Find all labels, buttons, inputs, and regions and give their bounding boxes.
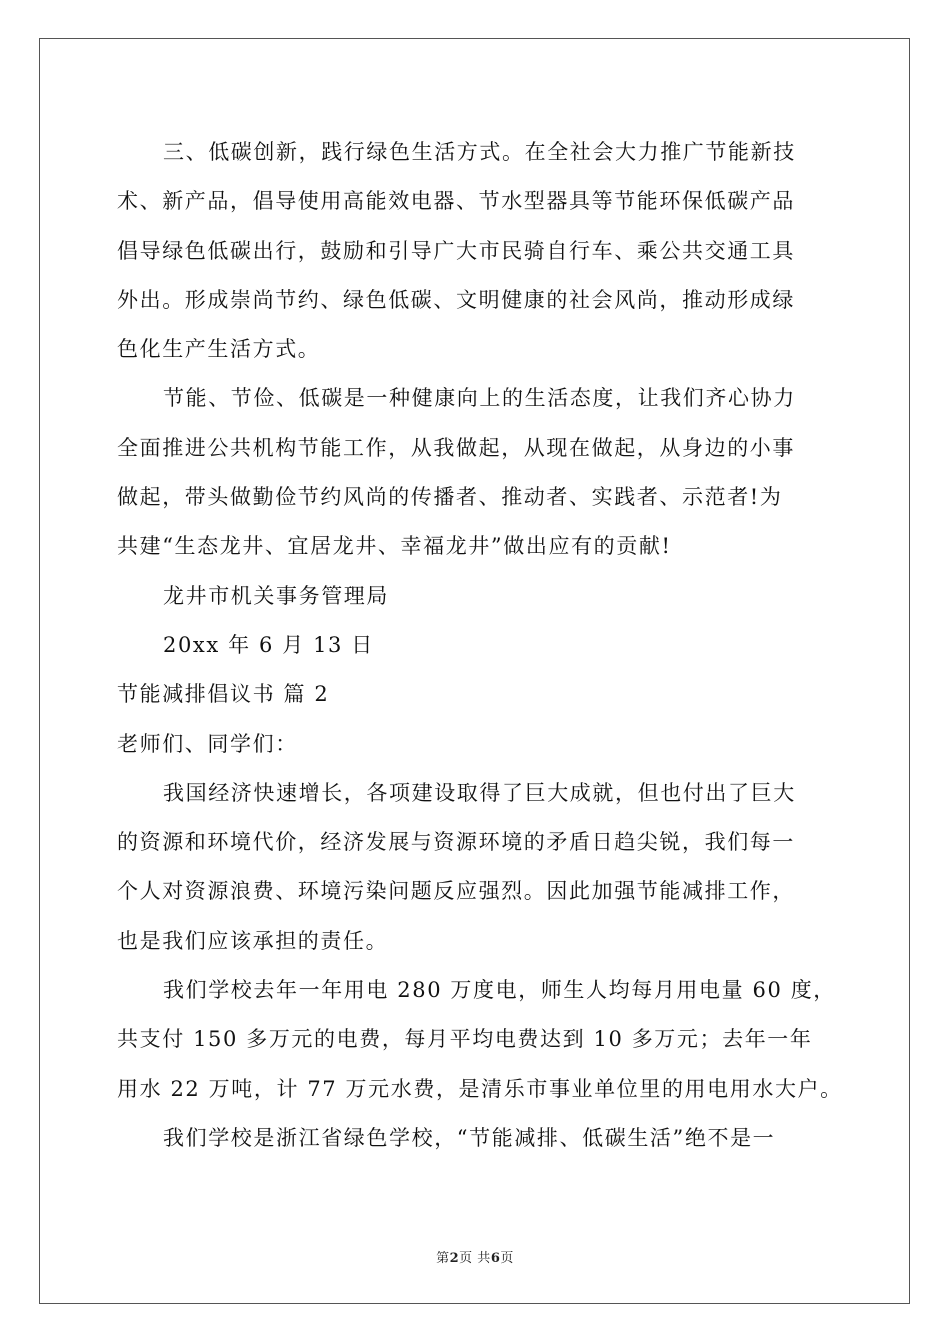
- page-mid: 页 共: [459, 1251, 491, 1266]
- text-line: 外出。形成崇尚节约、绿色低碳、文明健康的社会风尚，推动形成绿: [117, 287, 795, 312]
- text-line: 共建“生态龙井、宜居龙井、幸福龙井”做出应有的贡献!: [117, 534, 672, 559]
- document-body: [117, 128, 843, 1163]
- text-line: 也是我们应该承担的责任。: [117, 928, 389, 953]
- text-line: 20xx 年 6 月 13 日: [163, 632, 374, 657]
- text-line: 倡导绿色低碳出行，鼓励和引导广大市民骑自行车、乘公共交通工具: [117, 238, 795, 263]
- text-line: 我们学校是浙江省绿色学校，“节能减排、低碳生活”绝不是一: [163, 1125, 776, 1150]
- page-current: 2: [449, 1251, 460, 1266]
- text-line: 节能减排倡议书 篇 2: [117, 682, 330, 707]
- page-footer: [0, 1247, 950, 1266]
- text-line: 个人对资源浪费、环境污染问题反应强烈。因此加强节能减排工作，: [117, 879, 795, 904]
- text-line: 术、新产品，倡导使用高能效电器、节水型器具等节能环保低碳产品: [117, 189, 795, 214]
- page-total: 6: [490, 1251, 501, 1266]
- text-line: 我们学校去年一年用电 280 万度电，师生人均每月用电量 60 度，: [163, 978, 836, 1003]
- page-prefix: 第: [436, 1251, 450, 1266]
- text-line: 全面推进公共机构节能工作，从我做起，从现在做起，从身边的小事: [117, 435, 795, 460]
- text-line: 的资源和环境代价，经济发展与资源环境的矛盾日趋尖锐，我们每一: [117, 830, 795, 855]
- text-line: 老师们、同学们：: [117, 731, 298, 756]
- text-line: 龙井市机关事务管理局: [163, 583, 389, 608]
- text-line: 三、低碳创新，践行绿色生活方式。在全社会大力推广节能新技: [163, 140, 796, 164]
- text-line: 色化生产生活方式。: [117, 337, 321, 362]
- text-line: 用水 22 万吨，计 77 万元水费，是清乐市事业单位里的用电用水大户。: [117, 1076, 843, 1101]
- text-line: 我国经济快速增长，各项建设取得了巨大成就，但也付出了巨大: [163, 780, 796, 805]
- text-line: 节能、节俭、低碳是一种健康向上的生活态度，让我们齐心协力: [163, 386, 796, 411]
- text-line: 做起，带头做勤俭节约风尚的传播者、推动者、实践者、示范者!为: [117, 485, 783, 510]
- page-suffix: 页: [500, 1251, 514, 1266]
- text-line: 共支付 150 多万元的电费，每月平均电费达到 10 多万元；去年一年: [117, 1027, 813, 1052]
